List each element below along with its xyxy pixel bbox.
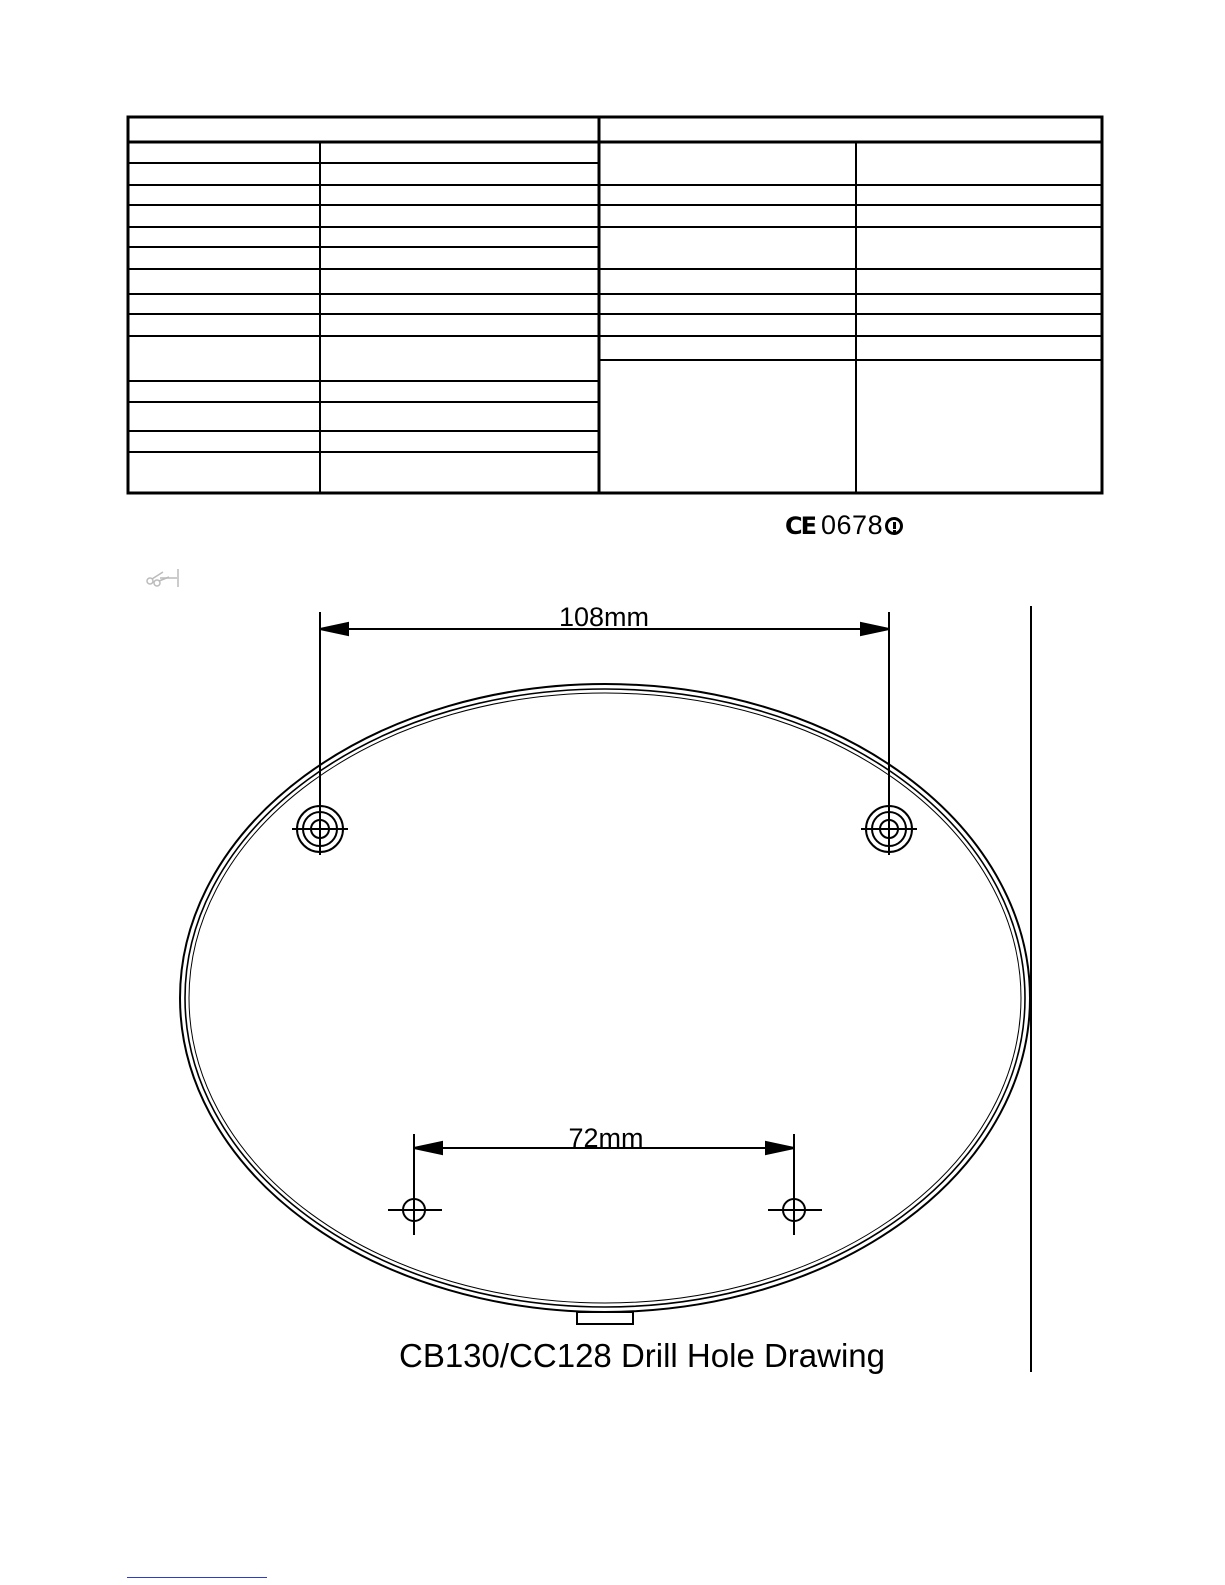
footer-link-underline xyxy=(127,1577,267,1578)
drawing-caption: CB130/CC128 Drill Hole Drawing xyxy=(398,1337,886,1374)
dimension-108 xyxy=(320,612,889,855)
certification-number: 0678 xyxy=(821,510,884,540)
plate-outline xyxy=(180,684,1030,1312)
dimension-108-label: 108mm xyxy=(558,602,650,632)
mounting-hole-left xyxy=(292,806,348,852)
bottom-tab xyxy=(577,1312,633,1324)
ce-mark: CE xyxy=(785,511,816,540)
mounting-hole-right xyxy=(861,806,917,852)
dimension-72-label: 72mm xyxy=(568,1123,644,1153)
